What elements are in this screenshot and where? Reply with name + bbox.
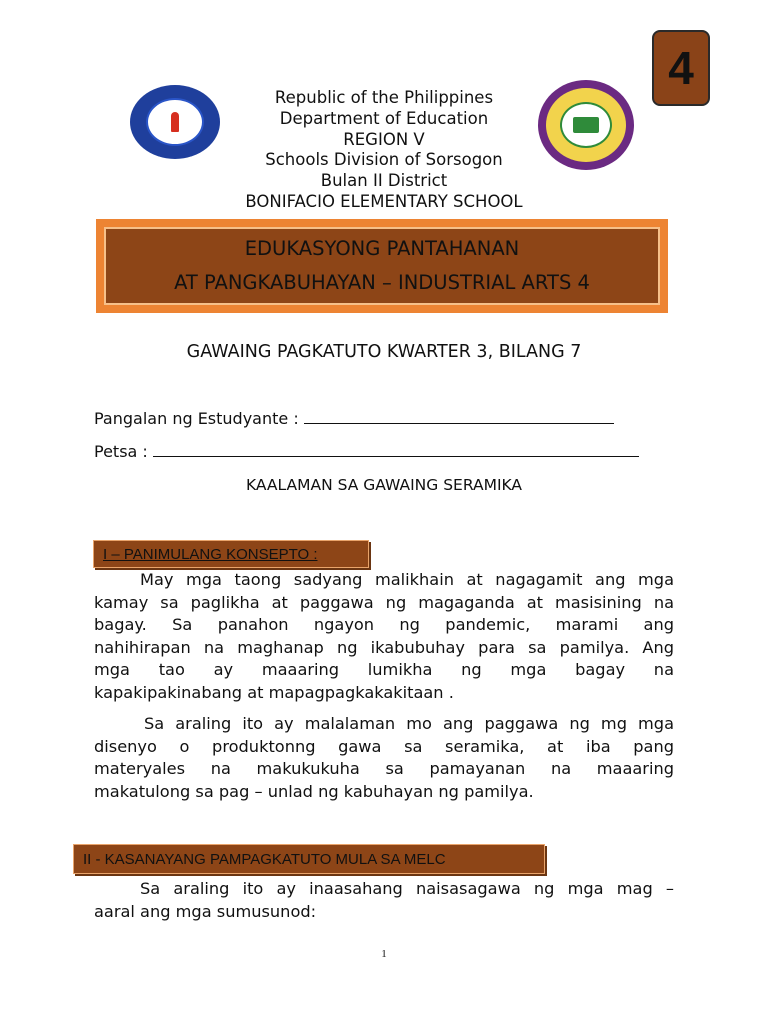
activity-subtitle: GAWAING PAGKATUTO KWARTER 3, BILANG 7 <box>186 342 582 362</box>
letterhead-line: REGION V <box>343 129 425 149</box>
paragraph-line: makatulong sa pag – unlad ng kabuhayan ng pamilya. <box>94 781 534 801</box>
paragraph-line: bagay. Sa panahon ngayon ng pandemic, marami ang <box>94 615 674 635</box>
paragraph-line: May mga taong sadyang malikhain at nagagamit ang mga <box>140 570 674 589</box>
section-1-paragraph-1 <box>94 569 674 705</box>
paragraph-line: Sa araling ito ay inaasahang naisasagawa ng mga mag – <box>140 879 674 898</box>
paragraph-line: materyales na makukukuha sa pamayanan na maaaring <box>94 759 674 779</box>
section-1-paragraph-2 <box>94 713 674 803</box>
paragraph-line: nahihirapan na maghanap ng ikabubuhay para sa pamilya. Ang <box>94 637 674 657</box>
section-1-heading-text: I – PANIMULANG KONSEPTO : <box>103 545 318 563</box>
letterhead <box>200 88 568 213</box>
section-2-heading <box>73 844 545 874</box>
title-box <box>96 219 668 313</box>
section-2-paragraph-1 <box>94 878 674 923</box>
paragraph-line: Sa araling ito ay malalaman mo ang paggawa ng mg mga <box>144 714 674 733</box>
letterhead-line: Department of Education <box>279 108 489 128</box>
section-1-heading <box>93 540 369 568</box>
date-field[interactable] <box>94 442 639 461</box>
paragraph-line: aaral ang mga sumusunod: <box>94 901 317 921</box>
seal-inner <box>146 98 204 146</box>
title-box-inner <box>104 227 660 305</box>
letterhead-line: Schools Division of Sorsogon <box>265 150 503 170</box>
book-icon <box>573 117 599 133</box>
title-line-2: AT PANGKABUHAYAN – INDUSTRIAL ARTS 4 <box>174 271 590 294</box>
letterhead-line: Republic of the Philippines <box>274 88 494 107</box>
section-2-heading-text: II - KASANAYANG PAMPAGKATUTO MULA SA MELC <box>83 850 446 868</box>
page-number: 1 <box>381 948 387 960</box>
letterhead-line: BONIFACIO ELEMENTARY SCHOOL <box>245 191 523 211</box>
date-blank[interactable] <box>153 442 639 457</box>
student-name-blank[interactable] <box>304 409 614 424</box>
grade-badge: 4 <box>652 30 710 106</box>
student-name-field[interactable] <box>94 409 614 428</box>
torch-icon <box>171 112 179 132</box>
student-name-label: Pangalan ng Estudyante : <box>94 409 299 428</box>
paragraph-line: disenyo o produktonng gawa sa seramika, at iba pang <box>94 736 674 756</box>
date-label: Petsa : <box>94 442 148 461</box>
letterhead-line: Bulan II District <box>320 171 448 191</box>
topic-title: KAALAMAN SA GAWAING SERAMIKA <box>245 476 523 494</box>
paragraph-line: kapakipakinabang at mapagpagkakakitaan . <box>94 682 454 702</box>
paragraph-line: mga tao ay maaaring lumikha ng mga bagay na <box>94 660 674 680</box>
paragraph-line: kamay sa paglikha at paggawa ng magaganda at masisining na <box>94 592 674 612</box>
title-line-1: EDUKASYONG PANTAHANAN <box>244 237 520 260</box>
